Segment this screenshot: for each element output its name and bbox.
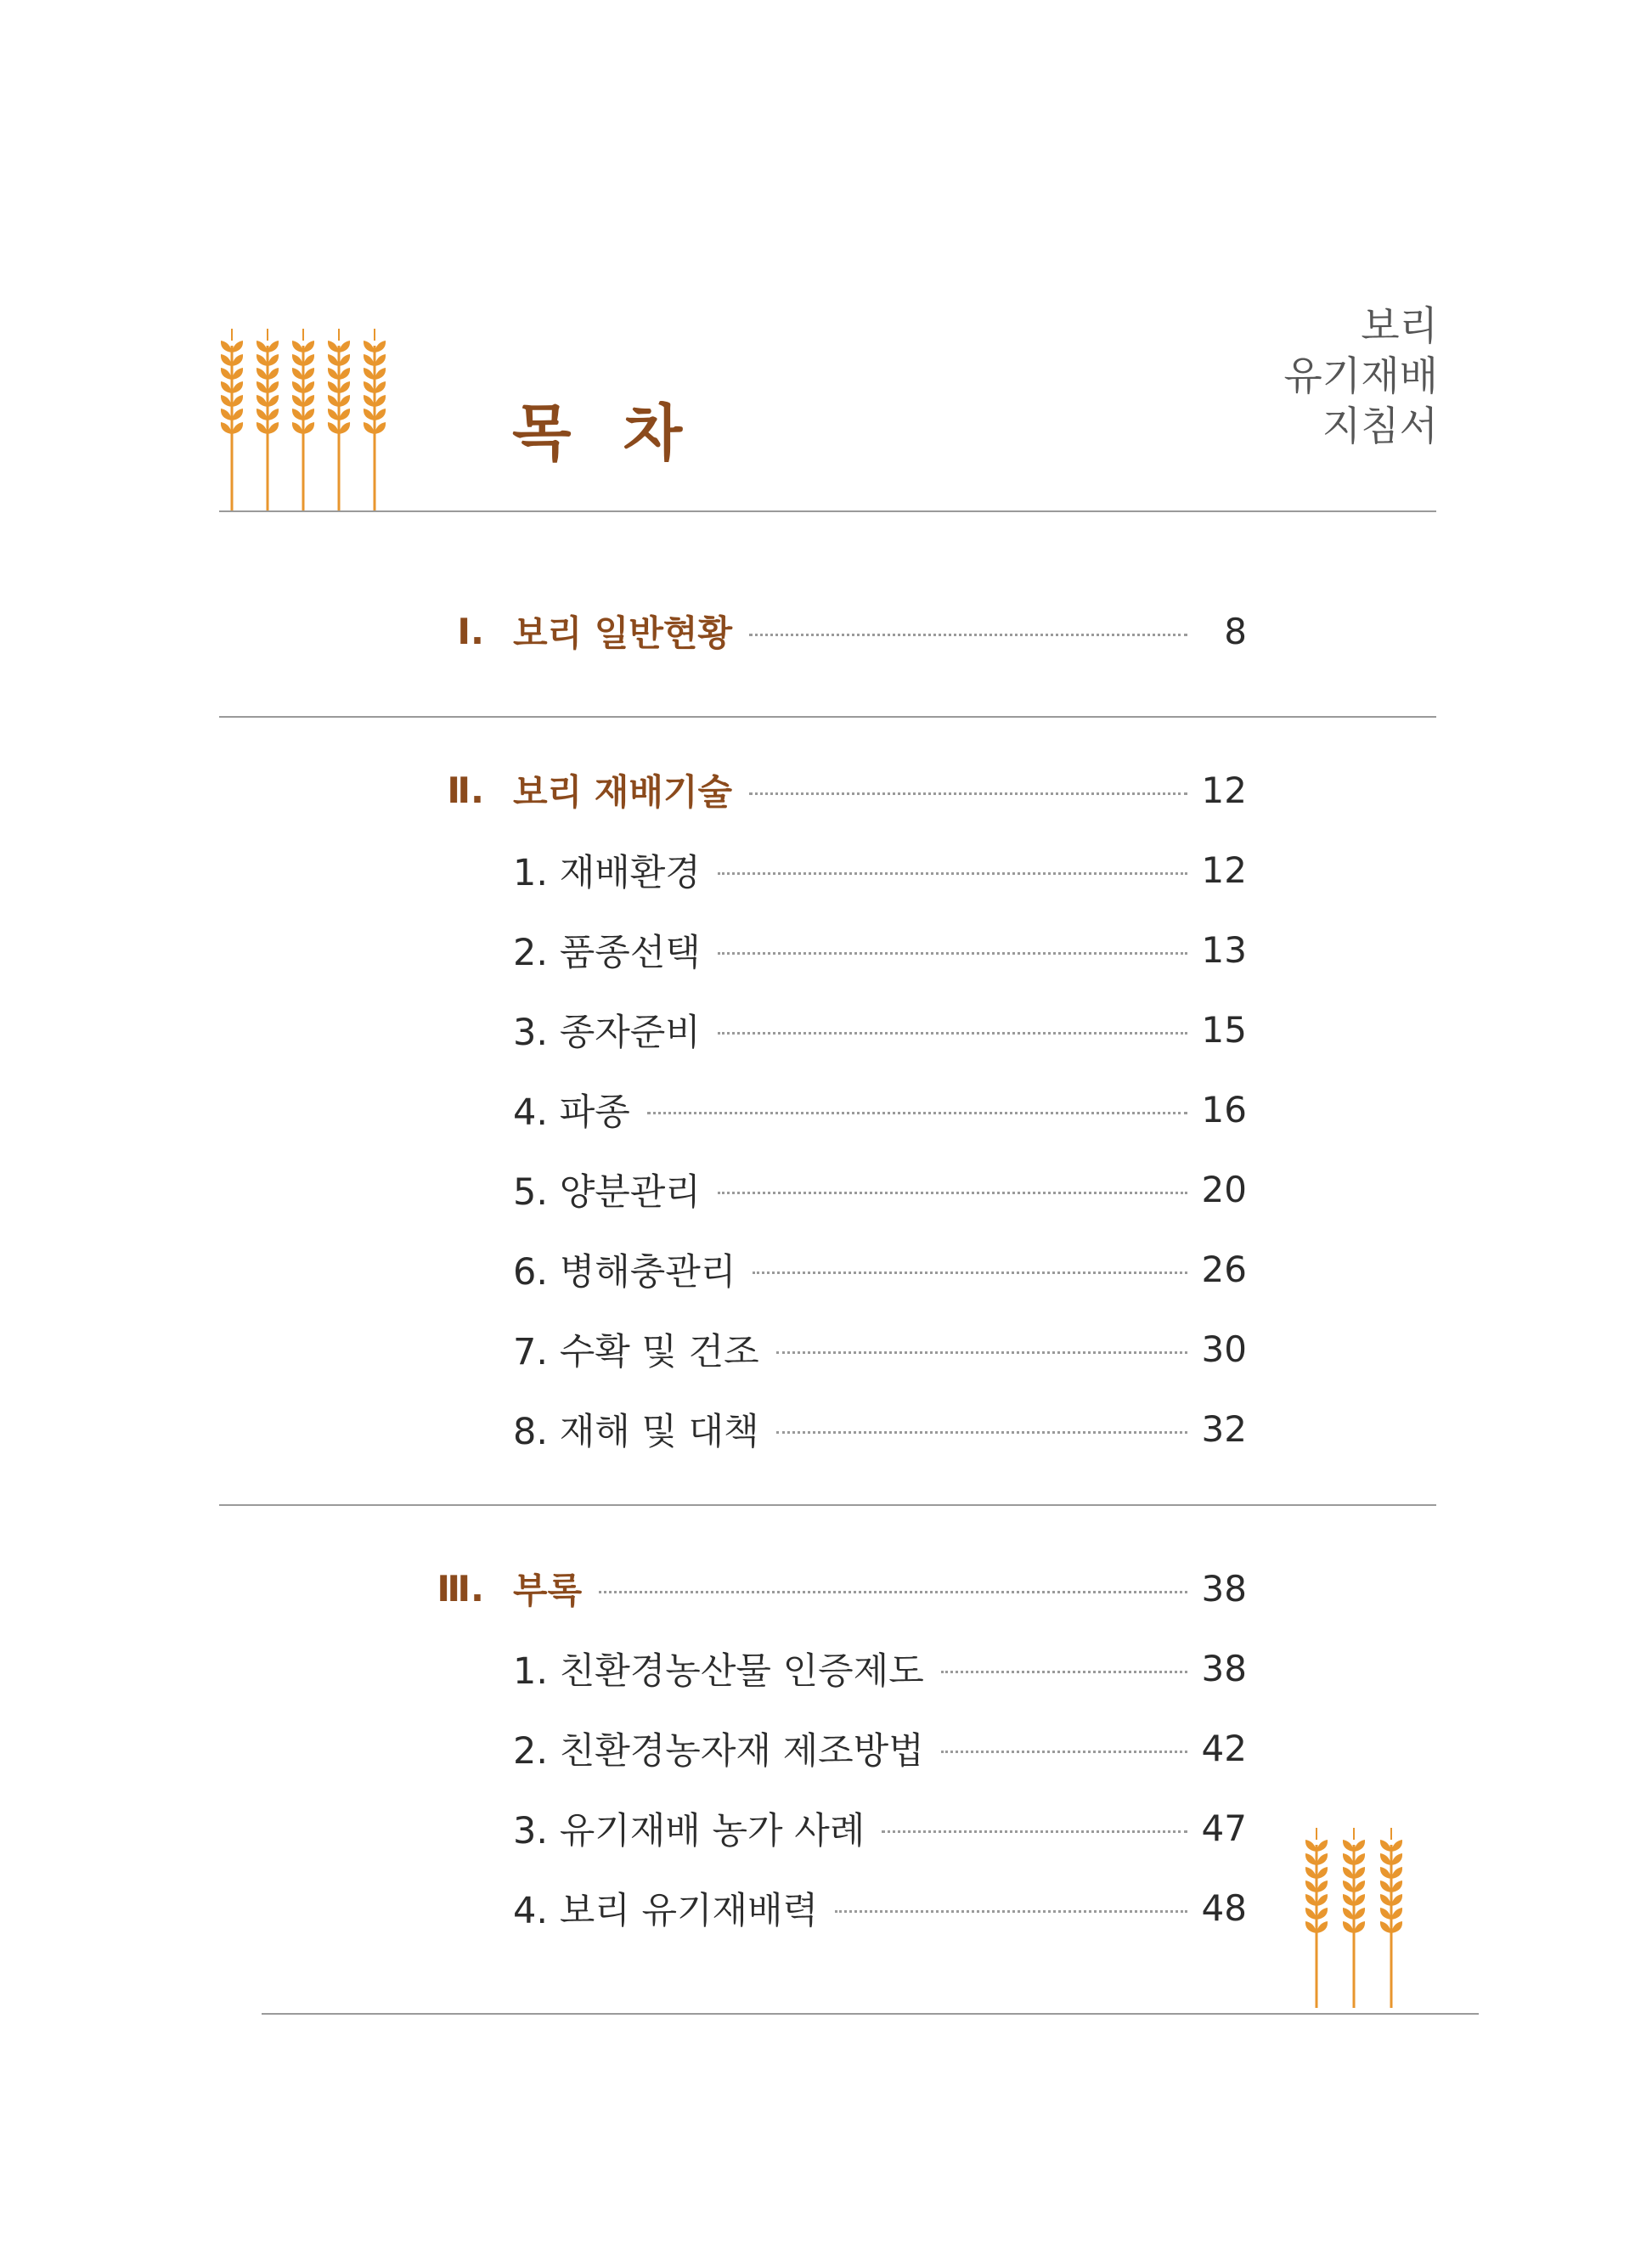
leader-dots (718, 872, 1187, 875)
toc-item-row[interactable] (513, 1004, 1247, 1055)
toc-item-title: 2. 품종선택 (513, 931, 701, 974)
section-numeral: Ⅰ. (457, 610, 484, 652)
page-number: 42 (1201, 1727, 1247, 1769)
toc-item-row[interactable] (513, 1164, 1247, 1215)
page-number: 20 (1201, 1168, 1247, 1210)
toc-item-title: 2. 친환경농자재 제조방법 (513, 1729, 924, 1773)
leader-dots (776, 1351, 1187, 1354)
leader-dots (749, 792, 1187, 795)
toc-item-row[interactable] (513, 1802, 1247, 1853)
toc-item-title: 5. 양분관리 (513, 1170, 701, 1214)
toc-item-title: 8. 재해 및 대책 (513, 1410, 759, 1453)
page-number: 38 (1201, 1567, 1247, 1610)
leader-dots (941, 1671, 1187, 1673)
leader-dots (776, 1431, 1187, 1434)
divider (262, 2013, 1479, 2015)
page-number: 13 (1201, 928, 1247, 971)
leader-dots (753, 1271, 1187, 1274)
book-title-line: 지침서 (1322, 403, 1438, 450)
section-numeral: Ⅱ. (447, 769, 484, 811)
divider (219, 510, 1436, 512)
toc-item-row[interactable] (513, 844, 1247, 895)
page-number: 26 (1201, 1248, 1247, 1290)
toc-item-title: 7. 수확 및 건조 (513, 1330, 759, 1373)
leader-dots (647, 1112, 1187, 1114)
toc-section-row[interactable] (425, 764, 1247, 815)
toc-item-row[interactable] (513, 1243, 1247, 1294)
section-title: 보리 재배기술 (513, 771, 733, 813)
page-number: 12 (1201, 769, 1247, 811)
page-number: 32 (1201, 1407, 1247, 1450)
page-number: 38 (1201, 1647, 1247, 1689)
toc-item-title: 4. 보리 유기재배력 (513, 1889, 819, 1932)
toc-item-row[interactable] (513, 1323, 1247, 1374)
toc-item-title: 3. 종자준비 (513, 1011, 701, 1054)
leader-dots (599, 1591, 1187, 1593)
page-number: 47 (1201, 1807, 1247, 1849)
page-title: 목 차 (512, 398, 698, 469)
leader-dots (882, 1830, 1187, 1833)
wheat-icon (217, 327, 412, 512)
page-number: 30 (1201, 1328, 1247, 1370)
page-number: 12 (1201, 849, 1247, 891)
toc-item-row[interactable] (513, 924, 1247, 975)
divider (219, 716, 1436, 718)
book-title-line: 보리 (1361, 303, 1438, 350)
section-title: 부록 (513, 1570, 583, 1611)
page-number: 16 (1201, 1088, 1247, 1130)
leader-dots (941, 1751, 1187, 1753)
wheat-icon (1300, 1826, 1418, 2009)
leader-dots (835, 1910, 1187, 1913)
leader-dots (718, 1032, 1187, 1035)
toc-item-row[interactable] (513, 1723, 1247, 1773)
leader-dots (749, 634, 1187, 636)
toc-item-row[interactable] (513, 1643, 1247, 1694)
toc-item-title: 1. 친환경농산물 인증제도 (513, 1649, 924, 1693)
divider (219, 1504, 1436, 1506)
section-title: 보리 일반현황 (513, 612, 733, 654)
toc-item-title: 6. 병해충관리 (513, 1250, 736, 1294)
toc-item-title: 3. 유기재배 농가 사례 (513, 1809, 865, 1852)
page-number: 8 (1224, 610, 1247, 652)
section-numeral: Ⅲ. (437, 1567, 484, 1610)
toc-item-title: 1. 재배환경 (513, 851, 701, 894)
leader-dots (718, 952, 1187, 955)
toc-item-row[interactable] (513, 1084, 1247, 1135)
page-number: 48 (1201, 1886, 1247, 1929)
toc-item-title: 4. 파종 (513, 1091, 630, 1134)
toc-section-row[interactable] (425, 1563, 1247, 1614)
toc-section-row[interactable] (425, 606, 1247, 657)
leader-dots (718, 1192, 1187, 1194)
page-number: 15 (1201, 1008, 1247, 1051)
book-title-line: 유기재배 (1283, 353, 1438, 400)
toc-item-row[interactable] (513, 1882, 1247, 1933)
toc-item-row[interactable] (513, 1403, 1247, 1454)
book-title (1283, 302, 1438, 452)
